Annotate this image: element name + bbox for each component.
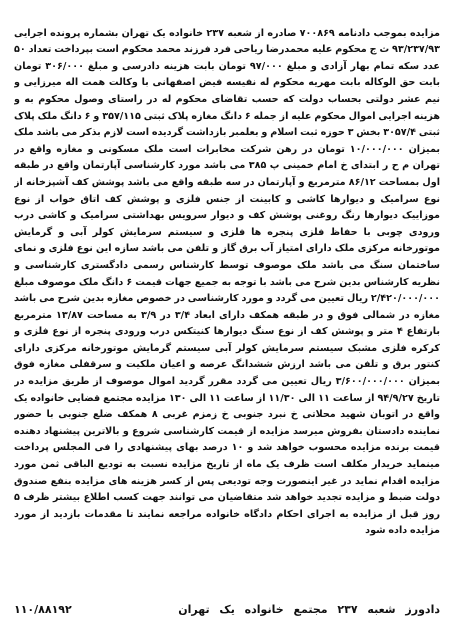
notice-body-text: مزایده بموجب دادنامه ۷۰۰۸۶۹ صادره از شعبه ۲۳۷ خانواده یک تهران بشماره پرونده اجرایی ۹۳/۲۳۷/۹۳ ث ج محکوم علیه محمدرضا ریاحی فرد فرزند محمد محکوم است بپرداخت تعداد ۵۰ عدد سکه تمام بهار آزادی و مبلغ ۹۷/۰۰۰ تومان بابت هزینه دادرسی و مبلغ ۳۰۶/۰۰۰ تومان بابت حق الوکاله بابت مهریه محکوم له نفیسه فیض اصفهانی با وکالت همت اله میرزایی و نیم عشر دولتی بحساب دولت که حسب تقاضای محکوم له در راستای وصول محکوم به و هزینه اجرایی اموال محکوم علیه از جمله ۶ دانگ مغازه پلاک ثبتی ۳۵۷/۱۱۵ و ۶ دانگ ملک پلاک ثبتی ۳۰۵۷/۴ بخش ۳ حوزه ثبت اسلام و بعلمبر بازداشت گردیده است لازم بذکر می باشد ملک بمیزان ۱۰/۰۰۰/۰۰۰ تومان در رهن شرکت مخابرات است ملک مسکونی و مغازه واقع در تهران م ح ر ابتدای خ امام خمینی پ ۳۸۵ می باشد مورد کارشناسی آپارتمان واقع در طبقه اول بمساحت ۸۶/۱۲ مترمربع و آپارتمان در سه طبقه واقع می باشد پوشش کف آشپزخانه از نوع سرامیک و دیوارها کاشی و کابینت از جنس فلزی و پوشش کف اتاق خواب از نوع موزاییک دیوارها رنگ روغنی پوشش کف و دیوار سرویس بهداشتی سرامیک و کاشی درب ورودی چوبی با حفاظ فلزی پنجره ها فلزی و سیستم سرمایش کولر آبی و گرمایش موتورخانه مرکزی ملک دارای امتیاز آب برق گاز و تلفن می باشد سازه این نوع فلزی و نمای ساختمان سنگ می باشد ملک موصوف توسط کارشناس رسمی دادگستری کارشناسی و نظریه کارشناس بدین شرح می باشد با توجه به جمیع جهات قیمت ۶ دانگ ملک موصوف مبلغ ۲/۴۲۰/۰۰۰/۰۰۰ ریال تعیین می گردد و مورد کارشناسی در خصوص مغازه بدین شرح می باشد مغازه در شمالی فوق و در طبقه همکف دارای ابعاد ۳/۴ در ۳/۹ به مساحت ۱۳/۸۷ مترمربع بارتفاع ۴ متر و پوشش کف از نوع سنگ دیوارها کنیتکس درب ورودی پنجره از نوع فلزی و کرکره فلزی مشبک سیستم سرمایش کولر آبی سیستم گرمایش موتورخانه مرکزی دارای کنتور برق و تلفن می باشد ارزش ششدانگ عرصه و اعیان ملکیت و سرقفلی مغازه فوق بمیزان ۳/۶۰۰/۰۰۰/۰۰۰ ریال تعیین می گردد مقرر گردید اموال موصوف از طریق مزایده در تاریخ ۹۴/۹/۲۷ از ساعت ۱۱ الی ۱۱/۳۰ از ساعت ۱۱ الی ۱۳۰ مزایده مجتمع قضایی خانواده یک واقع در اتوبان شهید محلاتی خ نبرد جنوبی خ زمزم غربی ۸ همکف ضلع جنوبی با حضور نماینده دادستان بفروش میرسد مزایده از قیمت کارشناسی شروع و بالاترین پیشنهاد دهنده قیمت برنده مزایده محسوب خواهد شد و ۱۰ درصد بهای پیشنهادی را فی المجلس پرداخت مینماید خریدار مکلف است ظرف یک ماه از تاریخ مزایده نسبت به تودیع الباقی ثمن مورد مزایده اقدام نماید در غیر اینصورت وجه تودیعی پس از کسر هزینه های مزایده بنفع صندوق دولت ضبط و مزایده تجدید خواهد شد متقاضیان می توانند جهت کسب اطلاع بیشتر ظرف ۵ روز قبل از مزایده به اجرای احکام دادگاه خانواده مراجعه نمایند تا مقدمات بازدید از مورد مزایده داده شود [14, 27, 440, 537]
signature-reference-number: ۱۱۰/۸۸۱۹۲ [14, 603, 72, 616]
signature-court-name: دادورز شعبه ۲۳۷ مجتمع خانواده یک تهران [178, 603, 440, 616]
notice-signature [14, 603, 440, 616]
